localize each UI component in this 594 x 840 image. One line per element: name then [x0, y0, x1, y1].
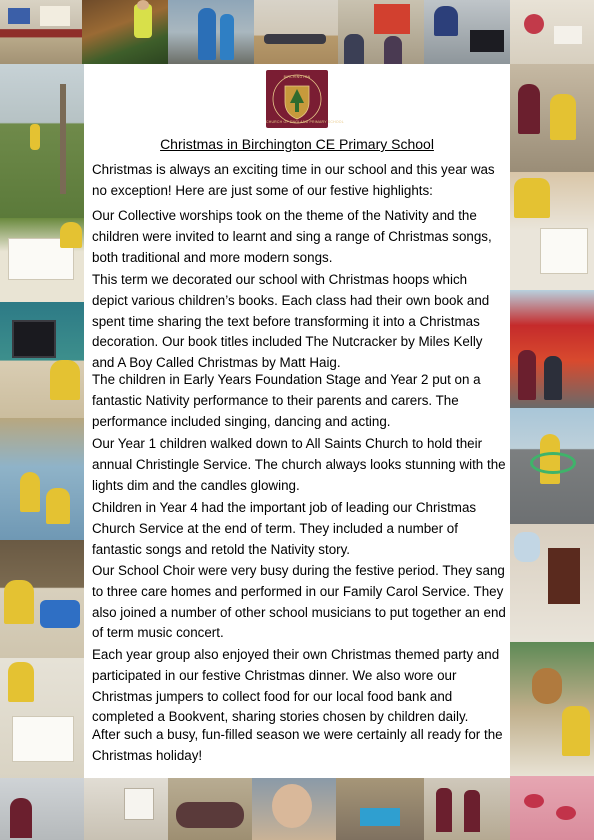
photo-bottom-circle-time	[168, 778, 252, 840]
photo-craft-table-top	[510, 0, 594, 64]
photo-teddy-bears	[510, 642, 594, 776]
paragraph-church-service: Children in Year 4 had the important job of leading our Christmas Church Service at the end of term. They included a number of fantastic songs and retold the Nativity story.	[92, 500, 477, 557]
photo-hall-assembly	[254, 0, 338, 64]
paragraph-nativity-performance: The children in Early Years Foundation Stage and Year 2 put on a fantastic Nativity performance to their parents and carers. The performance included singing, dancing and acting.	[92, 372, 481, 429]
photo-children-shelves	[338, 0, 424, 64]
paragraph-collective-worship: Our Collective worships took on the theme of the Nativity and the children were invited to learnt and sing a range of Christmas songs, both traditional and more modern songs.	[92, 208, 492, 265]
photo-bottom-child-closeup	[252, 778, 336, 840]
school-crest-logo	[266, 70, 344, 128]
paragraph-closing: After such a busy, fun-filled season we were certainly all ready for the Christmas holiday!	[92, 727, 503, 763]
photo-nativity-performance	[0, 418, 84, 540]
photo-writing-table-left	[0, 658, 84, 778]
photo-book-activity	[0, 218, 84, 302]
photo-children-outdoors-blue-coats	[168, 0, 254, 64]
photo-fire-engine-visit	[510, 290, 594, 408]
photo-bottom-performers	[424, 778, 510, 840]
photo-water-play	[0, 540, 84, 658]
paragraph-christmas-hoops: This term we decorated our school with Christmas hoops which depict various children’s books. Each class had their own book and spent time sharing the text before transforming it into a Christmas decoration. Our book titles included The Nutcracker by Miles Kelly and A Boy Called Christmas by Matt Haig.	[92, 272, 490, 371]
photo-hula-hoop	[510, 408, 594, 524]
photo-autumn-leaves	[82, 0, 168, 64]
photo-bottom-classroom-1	[0, 778, 84, 840]
photo-bottom-group-table	[336, 778, 424, 840]
crest-motto-bottom: CHURCH OF ENGLAND PRIMARY SCHOOL	[266, 120, 344, 124]
photo-cake-house	[510, 524, 594, 642]
paragraph-school-choir: Our School Choir were very busy during the festive period. They sang to three care homes and performed in our Family Carol Service. They also joined a number of other school musicians to put together an end of term music concert.	[92, 563, 506, 641]
document-title: Christmas in Birchington CE Primary School	[160, 136, 434, 152]
crest-motto-top: BIRCHINGTON	[283, 75, 311, 79]
photo-children-dancing	[510, 64, 594, 172]
photo-bottom-art	[84, 778, 168, 840]
photo-bottom-party-table	[510, 776, 594, 840]
photo-writing-right	[510, 172, 594, 290]
paragraph-christingle: Our Year 1 children walked down to All Saints Church to hold their annual Christingle Service. The church always looks stunning with the lights dim and the candles glowing.	[92, 436, 506, 493]
paragraph-parties-dinner: Each year group also enjoyed their own Christmas themed party and participated in our festive Christmas dinner. We also wore our Christmas jumpers to collect food for our local food bank and completed a Bookvent, sharing stories chosen by children daily.	[92, 647, 500, 725]
photo-field-trail	[0, 64, 84, 218]
paragraph-intro: Christmas is always an exciting time in our school and this year was no exception! Here are just some of our festive highlights:	[92, 162, 495, 198]
photo-child-laptop	[424, 0, 510, 64]
photo-classroom-display	[0, 0, 82, 64]
newsletter-content-panel	[84, 64, 510, 777]
photo-child-computer	[0, 302, 84, 418]
